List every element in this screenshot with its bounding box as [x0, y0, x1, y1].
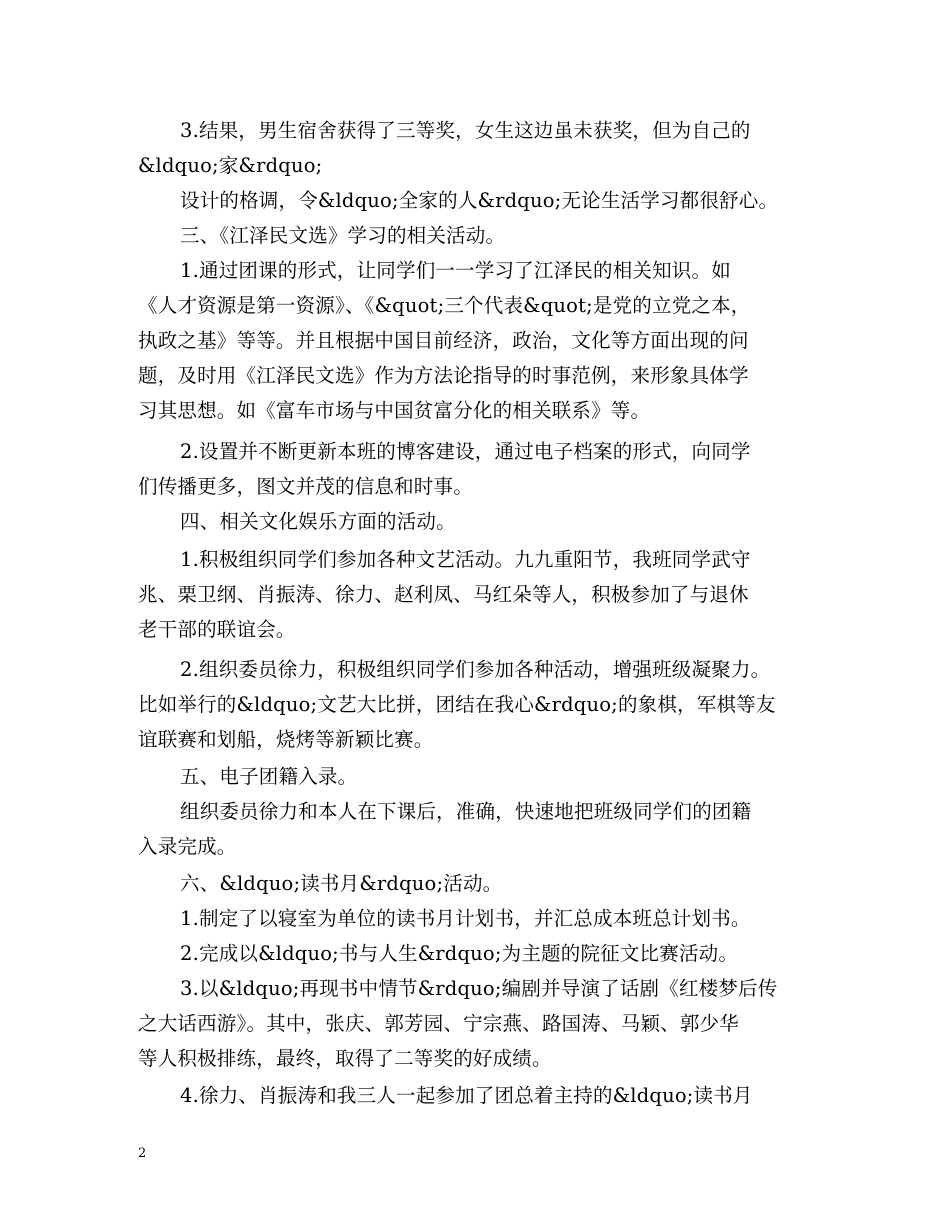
section-heading: 五、电子团籍入录。	[180, 765, 358, 788]
text-line: 1.通过团课的形式，让同学们一一学习了江泽民的相关知识。如	[180, 259, 731, 282]
text-line: 《人才资源是第一资源》、《&quot;三个代表&quot;是党的立党之本，	[138, 294, 751, 317]
text-line: &ldquo;家&rdquo;	[138, 154, 323, 177]
text-line: 比如举行的&ldquo;文艺大比拼，团结在我心&rdquo;的象棋，军棋等友	[138, 693, 776, 716]
text-line: 4.徐力、肖振涛和我三人一起参加了团总着主持的&ldquo;读书月	[180, 1084, 753, 1107]
text-line: 题，及时用《江泽民文选》作为方法论指导的时事范例，来形象具体学	[138, 364, 749, 387]
text-line: 设计的格调，令&ldquo;全家的人&rdquo;无论生活学习都很舒心。	[180, 189, 779, 212]
section-heading: 六、&ldquo;读书月&rdquo;活动。	[180, 872, 503, 895]
text-line: 组织委员徐力和本人在下课后，准确，快速地把班级同学们的团籍	[180, 800, 752, 823]
text-line: 老干部的联谊会。	[138, 618, 296, 641]
page-number: 2	[138, 1146, 147, 1161]
text-line: 2.完成以&ldquo;书与人生&rdquo;为主题的院征文比赛活动。	[180, 942, 739, 965]
text-line: 习其思想。如《富车市场与中国贫富分化的相关联系》等。	[138, 399, 651, 422]
text-line: 1.制定了以寝室为单位的读书月计划书，并汇总成本班总计划书。	[180, 907, 751, 930]
text-line: 1.积极组织同学们参加各种文艺活动。九九重阳节，我班同学武守	[180, 548, 751, 571]
text-line: 3.以&ldquo;再现书中情节&rdquo;编剧并导演了话剧《红楼梦后传	[180, 977, 778, 1000]
text-line: 2.设置并不断更新本班的博客建设，通过电子档案的形式，向同学	[180, 440, 751, 463]
text-line: 们传播更多，图文并茂的信息和时事。	[138, 475, 473, 498]
section-heading: 四、相关文化娱乐方面的活动。	[180, 510, 456, 533]
text-line: 等人积极排练，最终，取得了二等奖的好成绩。	[138, 1047, 552, 1070]
text-line: 2.组织委员徐力，积极组织同学们参加各种活动，增强班级凝聚力。	[180, 658, 771, 681]
text-line: 执政之基》等等。并且根据中国目前经济，政治，文化等方面出现的问	[138, 329, 749, 352]
text-line: 兆、栗卫纲、肖振涛、徐力、赵利凤、马红朵等人，积极参加了与退休	[138, 583, 749, 606]
text-line: 之大话西游》。其中，张庆、郭芳园、宁宗燕、路国涛、马颖、郭少华	[138, 1012, 739, 1035]
text-line: 谊联赛和划船，烧烤等新颖比赛。	[138, 728, 434, 751]
text-line: 3.结果，男生宿舍获得了三等奖，女生这边虽未获奖，但为自己的	[180, 119, 751, 142]
section-heading: 三、《江泽民文选》学习的相关活动。	[180, 224, 506, 247]
text-line: 入录完成。	[138, 835, 237, 858]
